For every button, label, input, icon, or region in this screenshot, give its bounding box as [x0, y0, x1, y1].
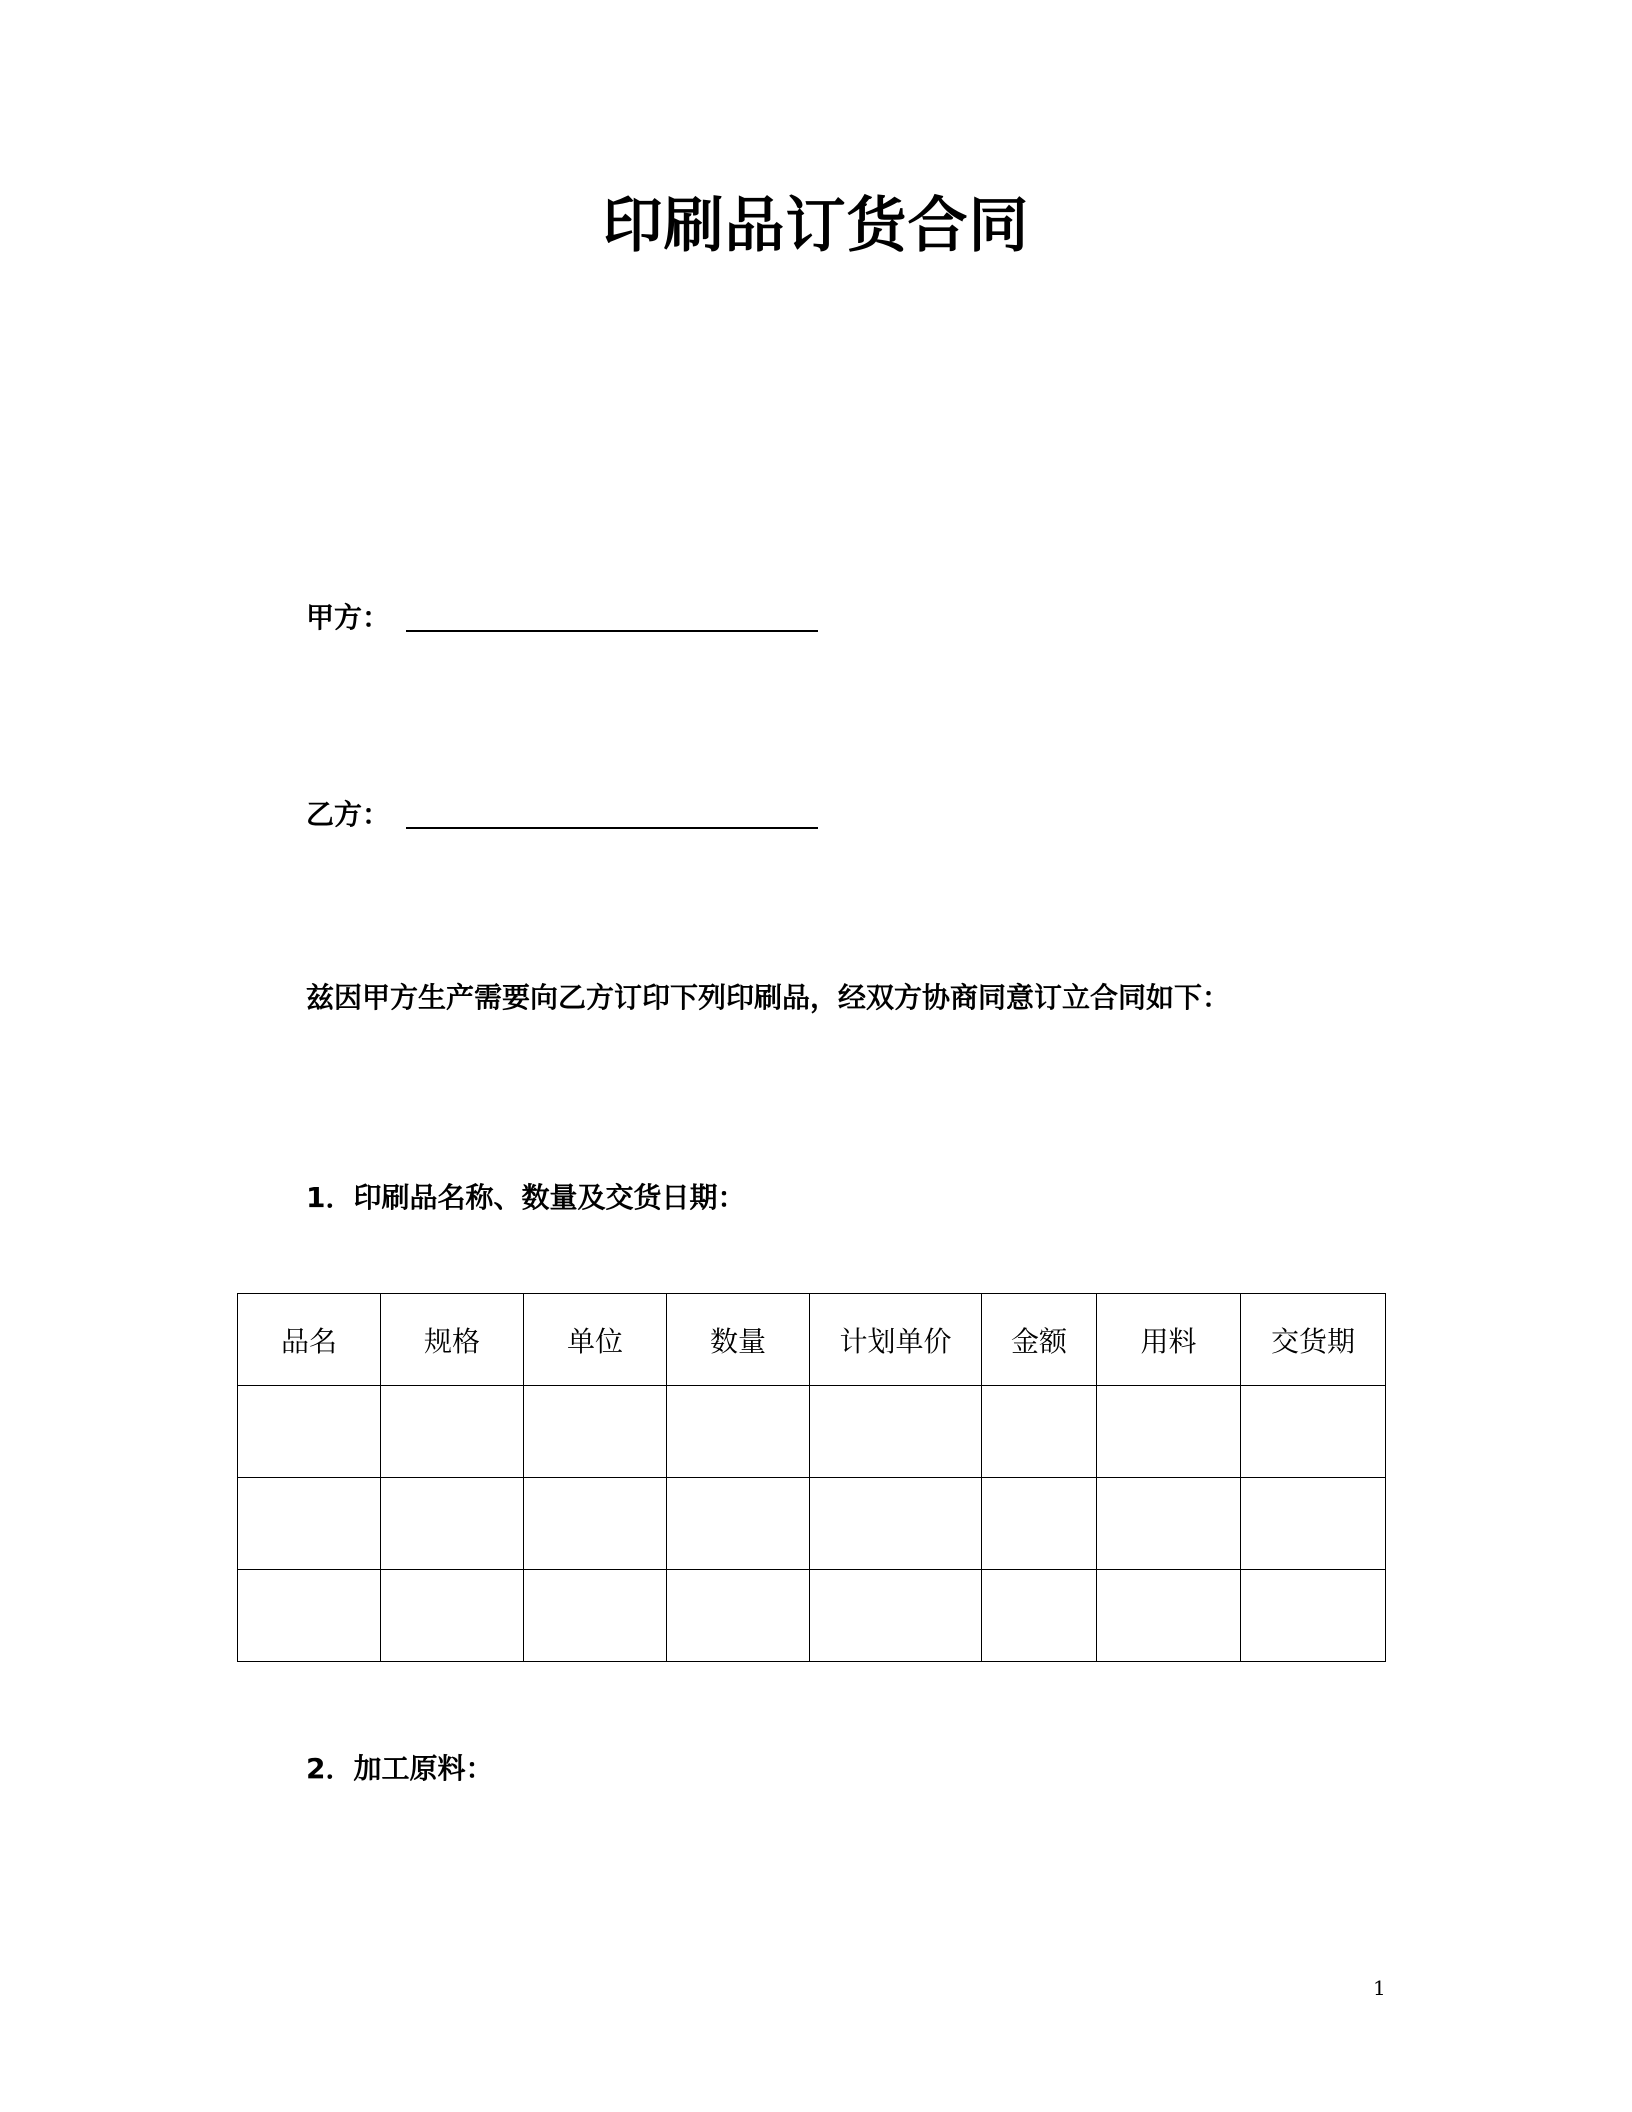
table-row: [238, 1386, 1386, 1478]
party-b-blank-line: [406, 797, 818, 829]
page-number: 1: [1373, 1976, 1386, 2000]
table-cell: [1097, 1386, 1241, 1478]
table-cell: [1241, 1478, 1386, 1570]
table-header-row: [238, 1294, 1386, 1386]
table-cell: [810, 1386, 982, 1478]
table-row: [238, 1570, 1386, 1662]
party-a-row: [306, 588, 818, 632]
table-cell: [810, 1478, 982, 1570]
table-cell: [667, 1386, 810, 1478]
table-header-cell: 规格: [381, 1294, 524, 1386]
party-b-row: [306, 785, 818, 829]
table-cell: [381, 1570, 524, 1662]
table-header-cell: 计划单价: [810, 1294, 982, 1386]
table-cell: [524, 1478, 667, 1570]
table-cell: [982, 1386, 1097, 1478]
table-cell: [1241, 1386, 1386, 1478]
table-cell: [1097, 1478, 1241, 1570]
table-cell: [381, 1386, 524, 1478]
document-title: 印刷品订货合同: [602, 191, 1030, 261]
items-table: [237, 1293, 1386, 1662]
table-header-cell: 品名: [238, 1294, 381, 1386]
table-cell: [982, 1478, 1097, 1570]
table-header-cell: 单位: [524, 1294, 667, 1386]
section-1-heading: 1．印刷品名称、数量及交货日期：: [306, 1181, 746, 1214]
table-cell: [524, 1570, 667, 1662]
table-cell: [238, 1478, 381, 1570]
table-cell: [238, 1386, 381, 1478]
party-a-blank-line: [406, 600, 818, 632]
table-cell: [667, 1570, 810, 1662]
table-row: [238, 1478, 1386, 1570]
table-cell: [381, 1478, 524, 1570]
party-a-label: 甲方：: [306, 601, 391, 634]
intro-paragraph: 兹因甲方生产需要向乙方订印下列印刷品，经双方协商同意订立合同如下：: [306, 981, 1231, 1014]
table-header-cell: 金额: [982, 1294, 1097, 1386]
table-header-cell: 数量: [667, 1294, 810, 1386]
table-cell: [982, 1570, 1097, 1662]
table-header-cell: 用料: [1097, 1294, 1241, 1386]
table-cell: [238, 1570, 381, 1662]
table-cell: [1097, 1570, 1241, 1662]
table-cell: [667, 1478, 810, 1570]
table-cell: [524, 1386, 667, 1478]
table-header-cell: 交货期: [1241, 1294, 1386, 1386]
table-cell: [1241, 1570, 1386, 1662]
table-cell: [810, 1570, 982, 1662]
party-b-label: 乙方：: [306, 798, 391, 831]
section-2-heading: 2．加工原料：: [306, 1752, 494, 1785]
